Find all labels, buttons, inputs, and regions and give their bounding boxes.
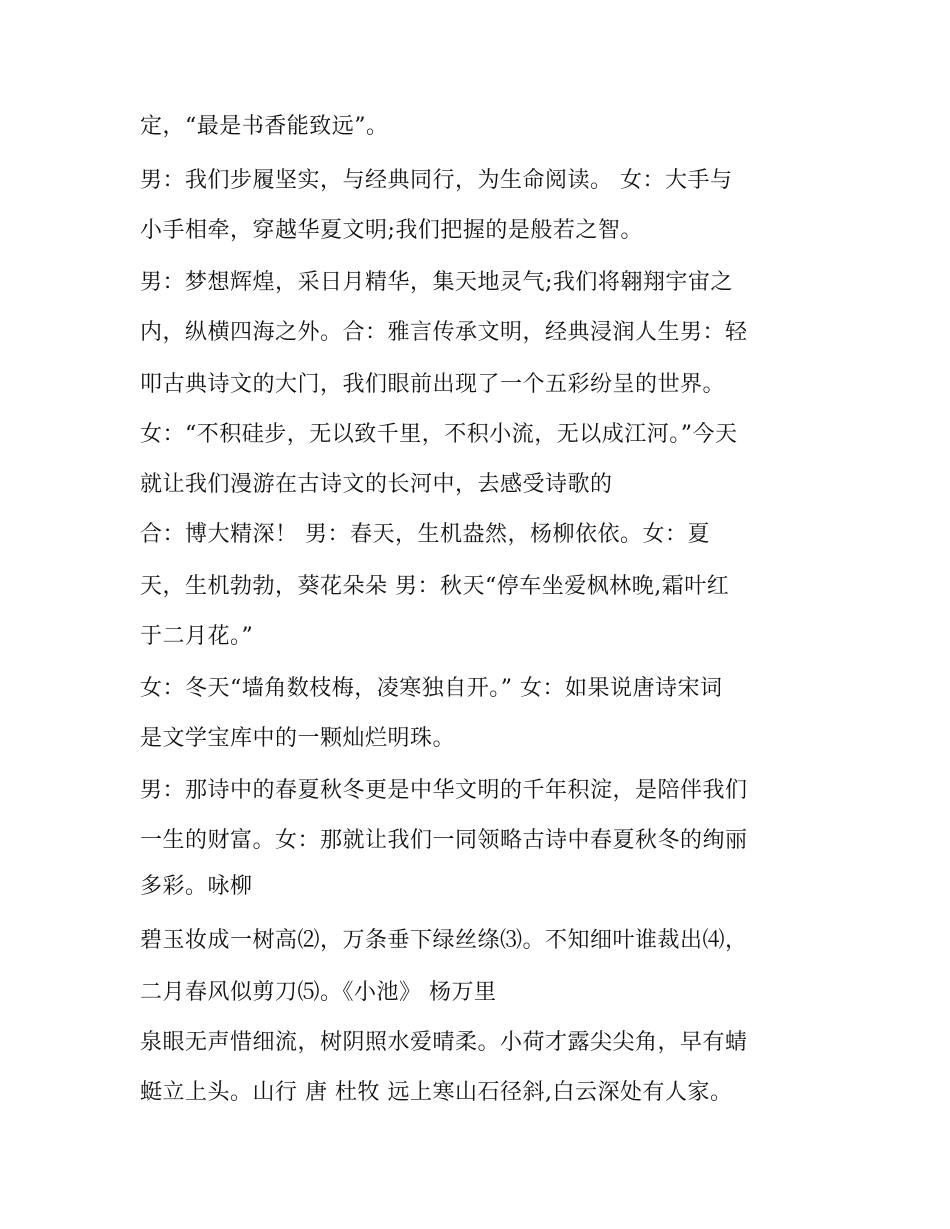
text-line: 蜓立上头。山行 唐 杜牧 远上寒山石径斜,白云深处有人家。 xyxy=(140,1080,733,1105)
text-line: 男：我们步履坚实，与经典同行，为生命阅读。 女：大手与 xyxy=(140,168,733,193)
text-line: 于二月花。” xyxy=(140,624,254,649)
text-line: 泉眼无声惜细流，树阴照水爱晴柔。小荷才露尖尖角，早有蜻 xyxy=(140,1030,748,1055)
text-line: 小手相牵，穿越华夏文明;我们把握的是般若之智。 xyxy=(140,218,643,243)
text-line: 女：“不积硅步，无以致千里，不积小流，无以成江河。”今天 xyxy=(140,422,738,447)
text-line: 定，“最是书香能致远”。 xyxy=(140,114,389,139)
text-line: 二月春风似剪刀⑸。《小池》 杨万里 xyxy=(140,980,497,1005)
text-line: 内，纵横四海之外。合：雅言传承文明，经典浸润人生男：轻 xyxy=(140,320,748,345)
text-line: 男：梦想辉煌，采日月精华，集天地灵气;我们将翱翔宇宙之 xyxy=(140,270,733,295)
text-line: 一生的财富。女：那就让我们一同领略古诗中春夏秋冬的绚丽 xyxy=(140,828,748,853)
text-line: 天，生机勃勃，葵花朵朵 男：秋天“停车坐爱枫林晚,霜叶红 xyxy=(140,574,730,599)
text-line: 女：冬天“墙角数枝梅，凌寒独自开。” 女：如果说唐诗宋词 xyxy=(140,676,723,701)
text-line: 是文学宝库中的一颗灿烂明珠。 xyxy=(140,726,456,751)
text-line: 男：那诗中的春夏秋冬更是中华文明的千年积淀，是陪伴我们 xyxy=(140,778,748,803)
text-line: 碧玉妆成一树高⑵，万条垂下绿丝绦⑶。不知细叶谁裁出⑷， xyxy=(140,928,748,953)
text-line: 叩古典诗文的大门，我们眼前出现了一个五彩纷呈的世界。 xyxy=(140,372,726,397)
text-line: 就让我们漫游在古诗文的长河中，去感受诗歌的 xyxy=(140,472,613,497)
text-line: 合：博大精深！ 男：春天，生机盎然，杨柳依依。女：夏 xyxy=(140,522,710,547)
text-line: 多彩。咏柳 xyxy=(140,874,253,899)
